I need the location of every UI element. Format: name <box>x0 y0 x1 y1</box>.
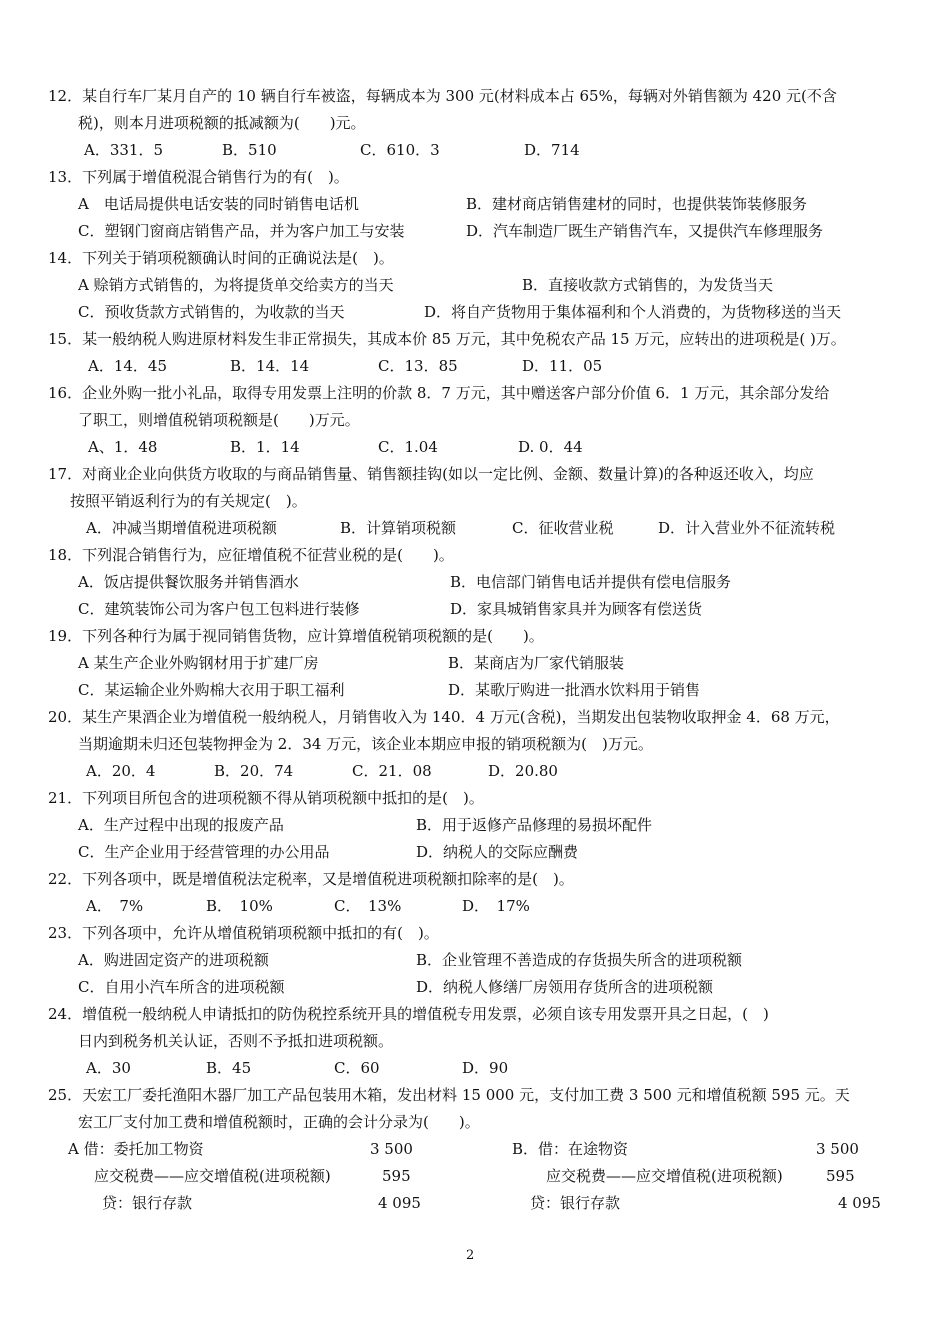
q16-option-c: C．1.04 <box>378 438 438 456</box>
q25-a-credit: 贷：银行存款 <box>102 1194 193 1212</box>
q22-option-a: A． 7% <box>86 897 144 915</box>
q18-line1: 18．下列混合销售行为，应征增值税不征营业税的是( )。 <box>48 546 454 564</box>
q13-option-c: C．塑钢门窗商店销售产品，并为客户加工与安装 <box>78 222 405 240</box>
q12-option-d: D．714 <box>524 141 580 159</box>
q20-option-a: A．20．4 <box>86 762 156 780</box>
q12-option-a: A．331．5 <box>84 141 164 159</box>
q15-option-c: C．13．85 <box>378 357 458 375</box>
q25-b-credit-amount: 4 095 <box>838 1194 881 1212</box>
q20-option-c: C．21．08 <box>352 762 432 780</box>
q17-option-c: C．征收营业税 <box>512 519 614 537</box>
q19-option-b: B．某商店为厂家代销服装 <box>448 654 625 672</box>
q23-option-b: B．企业管理不善造成的存货损失所含的进项税额 <box>416 951 743 969</box>
q12-option-c: C．610．3 <box>360 141 440 159</box>
q20-option-d: D．20.80 <box>488 762 558 780</box>
q21-option-a: A．生产过程中出现的报废产品 <box>78 816 284 834</box>
q17-option-d: D．计入营业外不征流转税 <box>658 519 836 537</box>
q18-option-c: C．建筑装饰公司为客户包工包料进行装修 <box>78 600 360 618</box>
q17-line1: 17．对商业企业向供货方收取的与商品销售量、销售额挂钩(如以一定比例、金额、数量计算)的各种返还收入，均应 <box>48 465 814 483</box>
q25-b-credit: 贷：银行存款 <box>530 1194 621 1212</box>
page-number: 2 <box>466 1248 475 1263</box>
q23-option-a: A．购进固定资产的进项税额 <box>78 951 269 969</box>
q22-option-b: B． 10% <box>206 897 273 915</box>
q25-b-debit1: B．借：在途物资 <box>512 1140 629 1158</box>
q18-option-b: B．电信部门销售电话并提供有偿电信服务 <box>450 573 732 591</box>
q14-option-d: D．将自产货物用于集体福利和个人消费的，为货物移送的当天 <box>424 303 842 321</box>
q25-b-debit1-amount: 3 500 <box>816 1140 859 1158</box>
q22-line1: 22．下列各项中，既是增值税法定税率，又是增值税进项税额扣除率的是( )。 <box>48 870 574 888</box>
q23-line1: 23．下列各项中，允许从增值税销项税额中抵扣的有( )。 <box>48 924 439 942</box>
q21-option-d: D．纳税人的交际应酬费 <box>416 843 579 861</box>
q14-line1: 14．下列关于销项税额确认时间的正确说法是( )。 <box>48 249 394 267</box>
q24-option-c: C．60 <box>334 1059 380 1077</box>
q20-line2: 当期逾期未归还包装物押金为 2．34 万元，该企业本期应申报的销项税额为( )万元。 <box>78 735 653 753</box>
q12-option-b: B．510 <box>222 141 277 159</box>
q12-line1: 12．某自行车厂某月自产的 10 辆自行车被盗，每辆成本为 300 元(材料成本占 65%，每辆对外销售额为 420 元(不含 <box>48 87 837 105</box>
q13-option-a: A 电话局提供电话安装的同时销售电话机 <box>78 195 359 213</box>
q19-option-c: C．某运输企业外购棉大衣用于职工福利 <box>78 681 345 699</box>
q25-a-debit1-amount: 3 500 <box>370 1140 413 1158</box>
q14-option-c: C．预收货款方式销售的，为收款的当天 <box>78 303 345 321</box>
q17-line2: 按照平销返利行为的有关规定( )。 <box>70 492 307 510</box>
q14-option-a: A 赊销方式销售的，为将提货单交给卖方的当天 <box>78 276 394 294</box>
q16-option-d: D. 0．44 <box>518 438 583 456</box>
q25-b-debit2: 应交税费——应交增值税(进项税额) <box>546 1167 783 1185</box>
q25-line1: 25．天宏工厂委托渔阳木器厂加工产品包装用木箱，发出材料 15 000 元，支付加工费 3 500 元和增值税额 595 元。天 <box>48 1086 850 1104</box>
q25-a-debit1: A 借：委托加工物资 <box>68 1140 204 1158</box>
q24-line1: 24．增值税一般纳税人申请抵扣的防伪税控系统开具的增值税专用发票，必须自该专用发票开具之日起，( ) <box>48 1005 769 1023</box>
q16-option-b: B．1．14 <box>230 438 300 456</box>
q25-a-debit2-amount: 595 <box>382 1167 411 1185</box>
q20-line1: 20．某生产果酒企业为增值税一般纳税人，月销售收入为 140．4 万元(含税)，当期发出包装物收取押金 4．68 万元， <box>48 708 840 726</box>
q19-option-a: A 某生产企业外购钢材用于扩建厂房 <box>78 654 319 672</box>
q25-b-debit2-amount: 595 <box>826 1167 855 1185</box>
q25-a-credit-amount: 4 095 <box>378 1194 421 1212</box>
q24-option-d: D．90 <box>462 1059 509 1077</box>
q17-option-b: B．计算销项税额 <box>340 519 457 537</box>
q24-line2: 日内到税务机关认证，否则不予抵扣进项税额。 <box>78 1032 394 1050</box>
q13-option-d: D．汽车制造厂既生产销售汽车，又提供汽车修理服务 <box>466 222 824 240</box>
q16-line1: 16．企业外购一批小礼品，取得专用发票上注明的价款 8．7 万元，其中赠送客户部分价值 6．1 万元，其余部分发给 <box>48 384 830 402</box>
q24-option-b: B．45 <box>206 1059 252 1077</box>
q18-option-a: A．饭店提供餐饮服务并销售酒水 <box>78 573 299 591</box>
q15-option-a: A．14．45 <box>88 357 168 375</box>
q14-option-b: B．直接收款方式销售的，为发货当天 <box>522 276 774 294</box>
q15-line1: 15．某一般纳税人购进原材料发生非正常损失，其成本价 85 万元，其中免税农产品 15 万元，应转出的进项税是( )万。 <box>48 330 846 348</box>
q21-option-b: B．用于返修产品修理的易损坏配件 <box>416 816 653 834</box>
q23-option-c: C．自用小汽车所含的进项税额 <box>78 978 285 996</box>
q15-option-b: B．14．14 <box>230 357 310 375</box>
q19-option-d: D．某歌厅购进一批酒水饮料用于销售 <box>448 681 701 699</box>
q21-option-c: C．生产企业用于经营管理的办公用品 <box>78 843 330 861</box>
q22-option-c: C． 13% <box>334 897 402 915</box>
q13-option-b: B．建材商店销售建材的同时，也提供装饰装修服务 <box>466 195 808 213</box>
q16-line2: 了职工，则增值税销项税额是( )万元。 <box>78 411 360 429</box>
q18-option-d: D．家具城销售家具并为顾客有偿送货 <box>450 600 703 618</box>
q12-line2: 税)，则本月进项税额的抵减额为( )元。 <box>78 114 366 132</box>
q25-a-debit2: 应交税费——应交增值税(进项税额) <box>94 1167 331 1185</box>
q13-line1: 13．下列属于增值税混合销售行为的有( )。 <box>48 168 349 186</box>
q21-line1: 21．下列项目所包含的进项税额不得从销项税额中抵扣的是( )。 <box>48 789 484 807</box>
q20-option-b: B．20．74 <box>214 762 294 780</box>
q23-option-d: D．纳税人修缮厂房领用存货所含的进项税额 <box>416 978 714 996</box>
q16-option-a: A、1．48 <box>88 438 158 456</box>
q19-line1: 19．下列各种行为属于视同销售货物，应计算增值税销项税额的是( )。 <box>48 627 544 645</box>
q15-option-d: D．11．05 <box>522 357 603 375</box>
q25-line2: 宏工厂支付加工费和增值税额时，正确的会计分录为( )。 <box>78 1113 480 1131</box>
q22-option-d: D． 17% <box>462 897 530 915</box>
q24-option-a: A．30 <box>86 1059 131 1077</box>
q17-option-a: A．冲减当期增值税进项税额 <box>86 519 277 537</box>
